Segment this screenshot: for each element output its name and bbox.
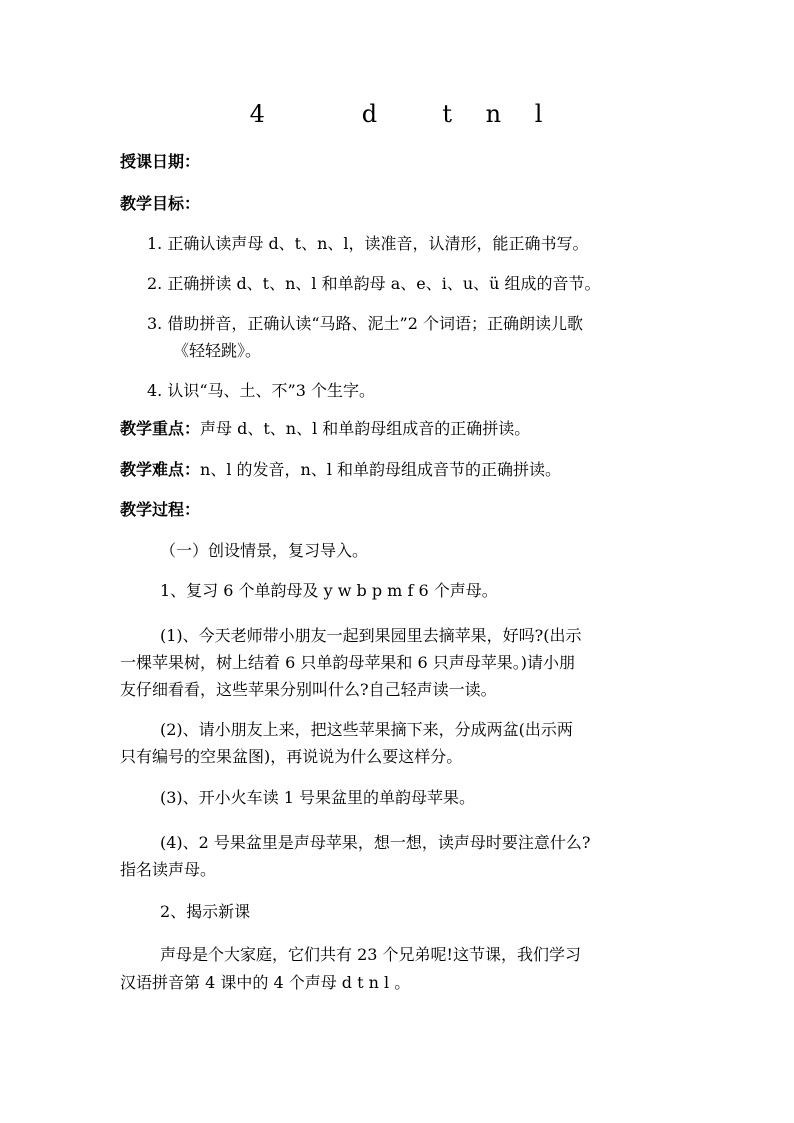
paragraph-line: (3)、开小火车读 1 号果盆里的单韵母苹果。 xyxy=(160,788,476,807)
paragraph-line: (4)、2 号果盆里是声母苹果，想一想，读声母时要注意什么? xyxy=(160,833,591,852)
paragraph-line: 友仔细看看，这些苹果分别叫什么?自己轻声读一读。 xyxy=(120,680,497,699)
difficulty xyxy=(120,455,680,485)
paragraph-line: (1)、今天老师带小朋友一起到果园里去摘苹果，好吗?(出示 xyxy=(160,626,582,645)
objective-item: 1. 正确认读声母 d、t、n、l，读准音，认清形，能正确书写。 xyxy=(147,234,589,253)
difficulty-label: 教学难点： xyxy=(120,460,201,479)
date-label: 授课日期： xyxy=(120,152,201,171)
key-point-label: 教学重点： xyxy=(120,419,201,438)
difficulty-text: n、l 的发音，n、l 和单韵母组成音节的正确拼读。 xyxy=(200,460,562,479)
paragraph-line: 汉语拼音第 4 课中的 4 个声母 d t n l 。 xyxy=(120,973,411,992)
objective-item: 2. 正确拼读 d、t、n、l 和单韵母 a、e、i、u、ü 组成的音节。 xyxy=(147,274,601,293)
paragraph-line: (2)、请小朋友上来，把这些苹果摘下来，分成两盆(出示两 xyxy=(160,720,573,739)
paragraph-line: 一棵苹果树，树上结着 6 只单韵母苹果和 6 只声母苹果。)请小朋 xyxy=(120,653,575,672)
paragraph-line: 指名读声母。 xyxy=(120,860,217,879)
paragraph-line: 声母是个大家庭，它们共有 23 个兄弟呢!这节课，我们学习 xyxy=(160,945,581,964)
process-heading: 教学过程： xyxy=(120,500,201,519)
objective-item-continuation: 《轻轻跳》。 xyxy=(173,341,262,360)
key-point xyxy=(120,414,680,444)
process-section-heading: （一）创设情景，复习导入。 xyxy=(160,541,369,560)
objective-item: 4. 认识“马、土、不”3 个生字。 xyxy=(147,381,375,400)
process-step: 2、揭示新课 xyxy=(160,902,251,921)
paragraph-line: 只有编号的空果盆图)，再说说为什么要这样分。 xyxy=(120,747,463,766)
objectives-heading: 教学目标： xyxy=(120,194,201,213)
lesson-title: 4 d t n l xyxy=(249,100,545,128)
objective-item: 3. 借助拼音，正确认读“马路、泥土”2 个词语；正确朗读儿歌 xyxy=(147,314,583,333)
process-step: 1、复习 6 个单韵母及 y w b p m f 6 个声母。 xyxy=(160,581,498,600)
key-point-text: 声母 d、t、n、l 和单韵母组成音的正确拼读。 xyxy=(200,419,531,438)
